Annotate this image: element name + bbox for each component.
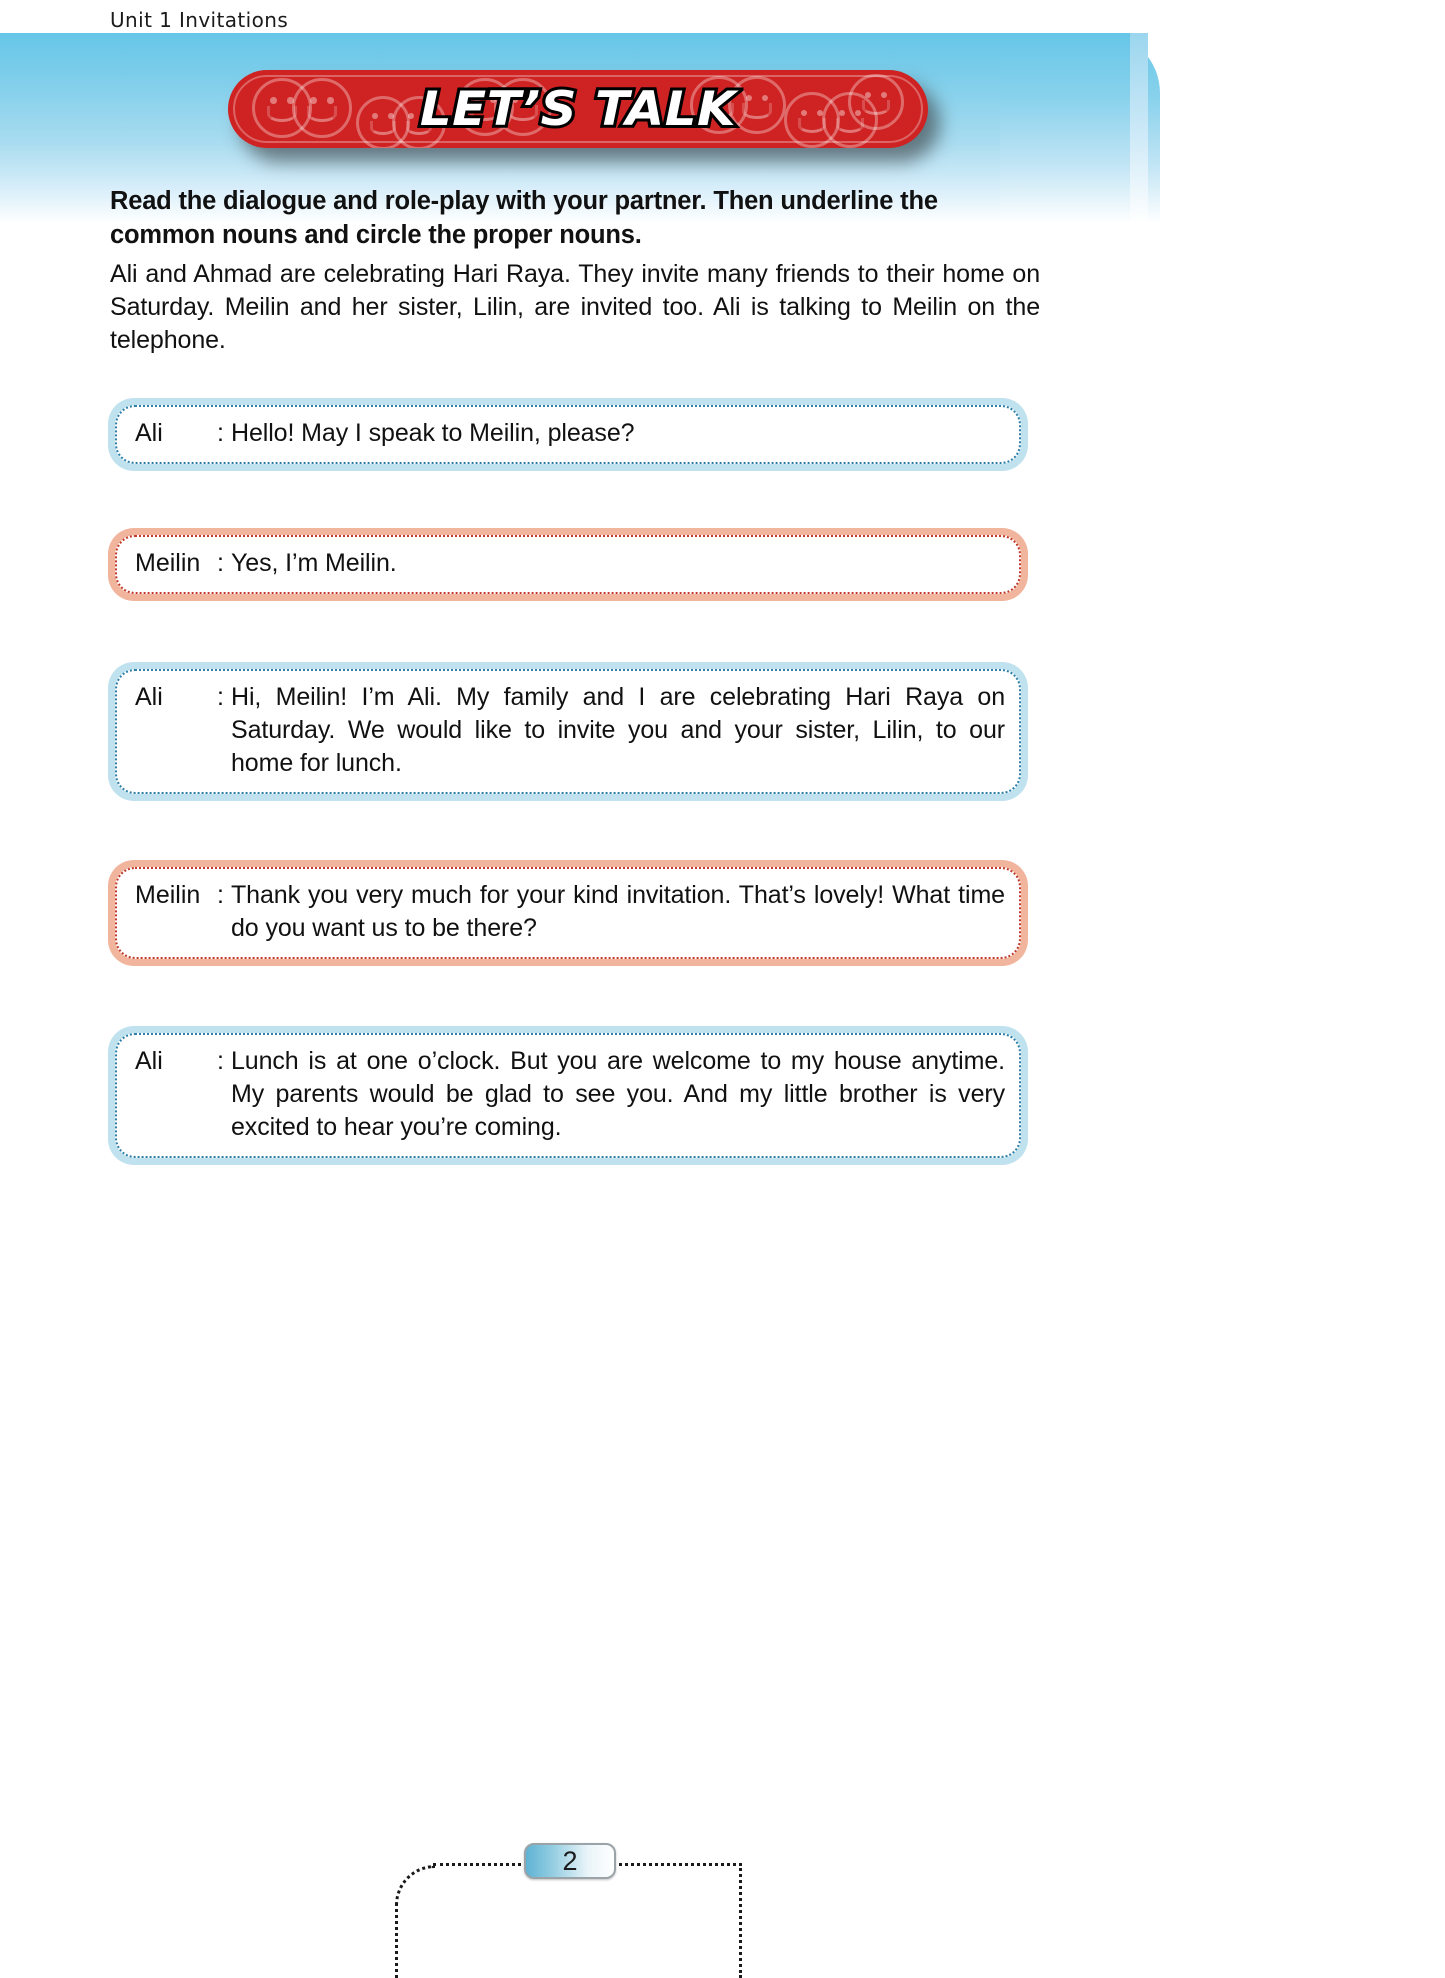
footer-dotline-right <box>612 1863 742 1866</box>
speaker-name: Meilin <box>135 549 201 577</box>
dialogue-bubble-inner <box>115 405 1021 464</box>
footer-dotline-vertical-left <box>395 1903 398 1978</box>
header-blue-band-edge <box>1130 33 1148 223</box>
dialogue-bubble <box>108 860 1028 966</box>
unit-breadcrumb: Unit 1 Invitations <box>110 8 289 32</box>
dialogue-text: Thank you very much for your kind invitation. That’s lovely! What time do you want us to be there? <box>231 881 1005 942</box>
dialogue-bubble-inner <box>115 669 1021 794</box>
dialogue-bubble-inner <box>115 867 1021 959</box>
dialogue-text: Hi, Meilin! I’m Ali. My family and I are celebrating Hari Raya on Saturday. We would like to invite you and your sister, Lilin, to our home for lunch. <box>231 683 1005 777</box>
instruction-text: Read the dialogue and role-play with your partner. Then underline the common nouns and circle the proper nouns. <box>110 187 938 249</box>
dialogue-text: Hello! May I speak to Meilin, please? <box>231 419 635 447</box>
dialogue-text: Yes, I’m Meilin. <box>231 549 397 577</box>
speaker-colon: : <box>217 881 224 909</box>
lets-talk-banner <box>228 70 928 148</box>
speaker-name: Ali <box>135 1047 163 1075</box>
dialogue-bubble-inner <box>115 535 1021 594</box>
footer-corner-arc <box>395 1865 435 1905</box>
speaker-colon: : <box>217 1047 224 1075</box>
footer-dotline-left <box>433 1863 528 1866</box>
footer-dotline-vertical-right <box>739 1863 742 1978</box>
speaker-colon: : <box>217 419 224 447</box>
dialogue-bubble-inner <box>115 1033 1021 1158</box>
speaker-name: Ali <box>135 683 163 711</box>
speaker-colon: : <box>217 683 224 711</box>
speaker-name: Meilin <box>135 881 201 909</box>
banner-pill <box>228 70 928 148</box>
page-number-badge: 2 <box>524 1843 616 1879</box>
dialogue-bubble <box>108 662 1028 801</box>
speaker-name: Ali <box>135 419 163 447</box>
intro-paragraph: Ali and Ahmad are celebrating Hari Raya. They invite many friends to their home on Saturday. Meilin and her sister, Lilin, are invited too. Ali is talking to Meilin on the telephone. <box>110 260 1040 354</box>
dialogue-bubble <box>108 1026 1028 1165</box>
dialogue-bubble <box>108 398 1028 471</box>
banner-title: LET’S TALK <box>419 81 737 137</box>
speaker-colon: : <box>217 549 224 577</box>
dialogue-bubble <box>108 528 1028 601</box>
dialogue-text: Lunch is at one o’clock. But you are welcome to my house anytime. My parents would be glad to see you. And my little brother is very excited to hear you’re coming. <box>231 1047 1005 1141</box>
